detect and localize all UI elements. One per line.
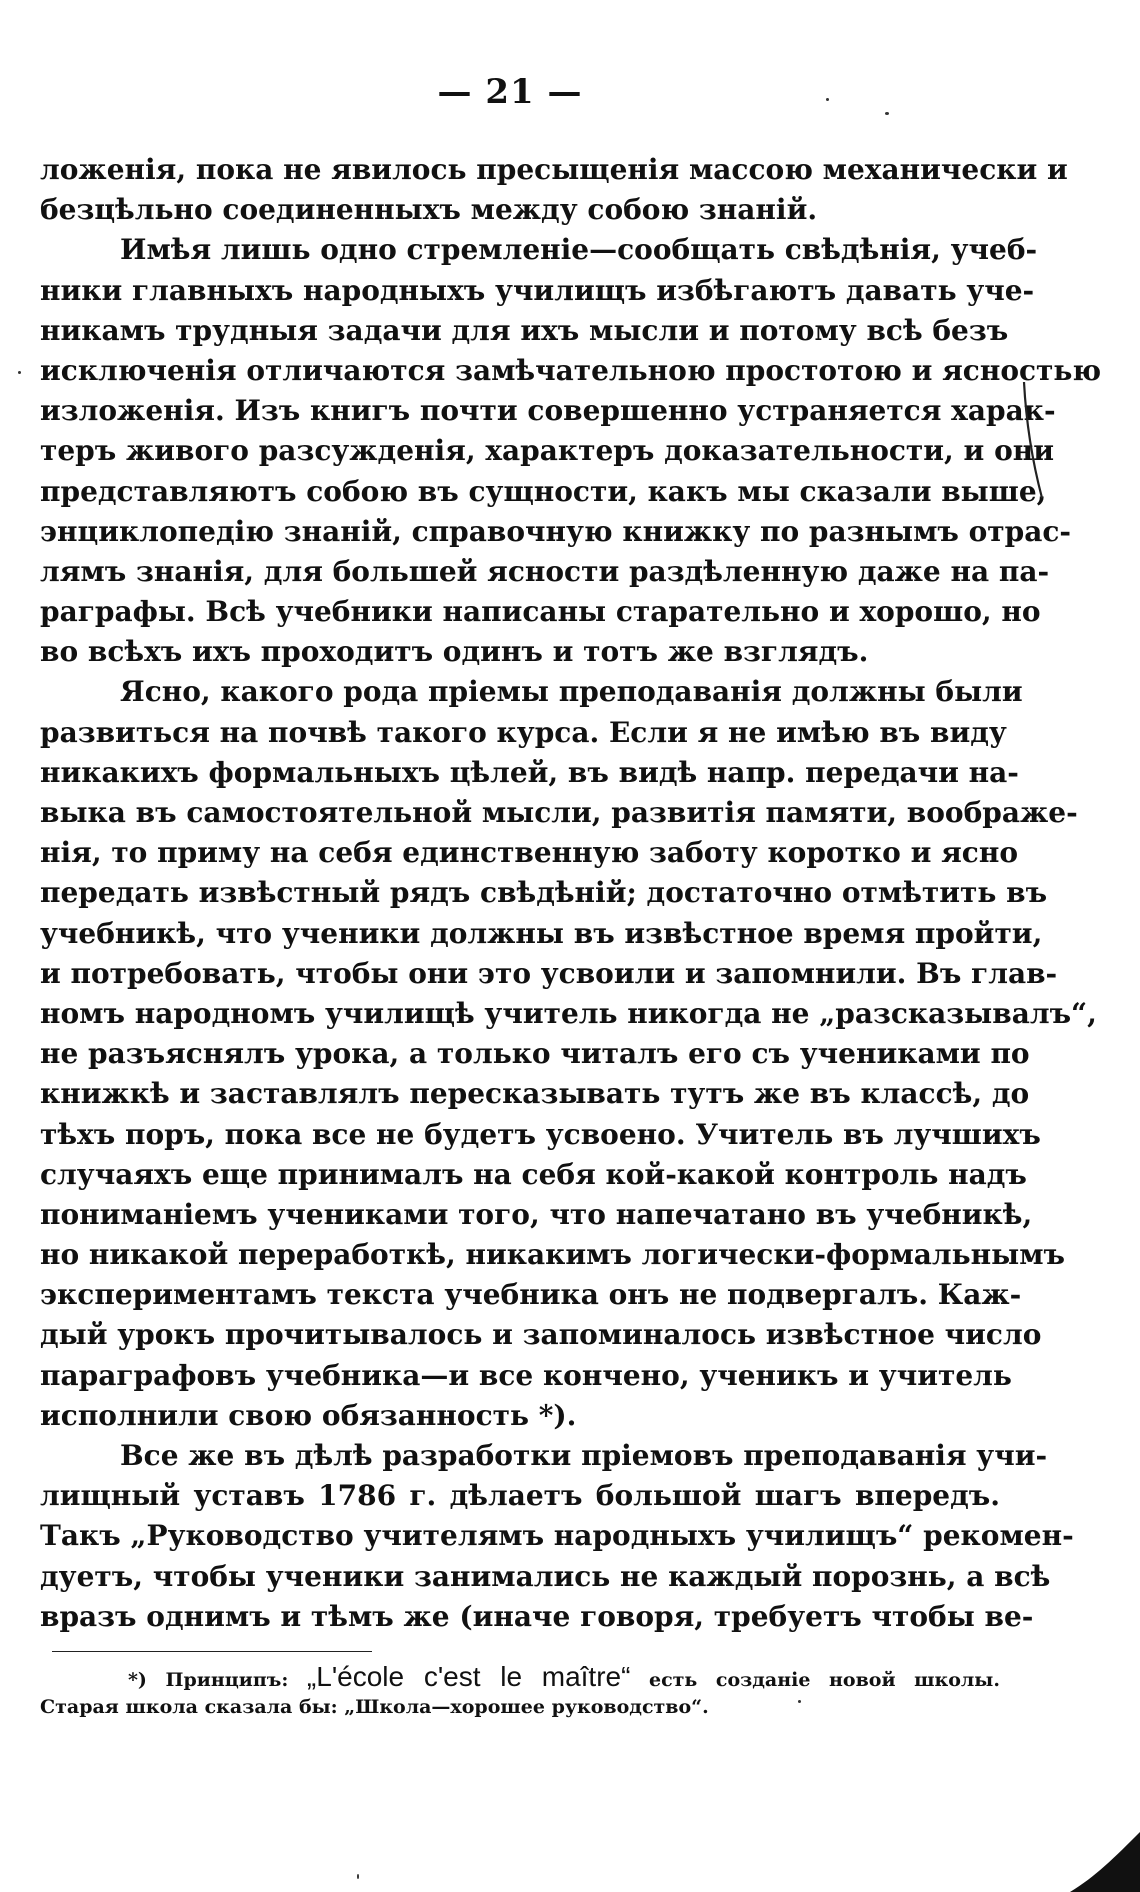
text-line: не разъяснялъ урока, а только читалъ его съ учениками по [40,1037,1030,1071]
margin-pencil-mark [1020,380,1044,500]
footnote-french-quote: „L'école c'est le maître“ [306,1661,631,1692]
text-line: выка въ самостоятельной мысли, развитія памяти, воображе- [40,796,1078,829]
footnote-marker: *) [128,1669,147,1691]
text-line: дый урокъ прочитывалось и запоминалось извѣстное число [40,1318,1042,1352]
paper-speck [357,1874,359,1879]
page-corner-shadow [1070,1832,1140,1892]
text-line: параграфовъ учебника—и все кончено, ученикъ и учитель [40,1358,1012,1392]
text-line: раграфы. Всѣ учебники написаны старательно и хорошо, но [40,595,1041,629]
text-line: теръ живого разсужденія, характеръ доказательности, и они [40,434,1055,468]
text-line: никакихъ формальныхъ цѣлей, въ видѣ напр. передачи на- [40,755,1019,789]
text-line: нія, то приму на себя единственную заботу коротко и ясно [40,836,1019,870]
footnote-rule [52,1651,372,1652]
text-line: лищный уставъ 1786 г. дѣлаетъ большой шагъ впередъ. [40,1479,1000,1513]
text-line: исключенія отличаются замѣчательною простотою и ясностью [40,353,1102,387]
text-line: Такъ „Руководство учителямъ народныхъ училищъ“ рекомен- [40,1519,1074,1553]
text-line: но никакой переработкѣ, никакимъ логически-формальнымъ [40,1238,1066,1272]
footnote-line-1 [40,1662,1000,1692]
paragraph [40,230,1102,672]
text-line: и потребовать, чтобы они это усвоили и запомнили. Въ глав- [40,956,1058,990]
text-line: номъ народномъ училищѣ учитель никогда не „разсказывалъ“, [40,996,1097,1030]
text-line: ложенія, пока не явилось пресыщенія массою механически и [40,153,1068,186]
text-line: передать извѣстный рядъ свѣдѣній; достаточно отмѣтить въ [40,876,1048,910]
text-line: изложенія. Изъ книгъ почти совершенно устраняется харак- [40,394,1056,428]
footnote-rest: есть созданіе новой школы. [649,1669,1000,1691]
text-line: Ясно, какого рода пріемы преподаванія должны были [120,675,1023,709]
body-text [40,150,1102,1637]
text-line: во всѣхъ ихъ проходитъ одинъ и тотъ же взглядъ. [40,635,869,669]
text-line: лямъ знанія, для большей ясности раздѣленную даже на па- [40,554,1050,588]
text-line: случаяхъ еще принималъ на себя кой-какой контроль надъ [40,1157,1027,1191]
text-line: экспериментамъ текста учебника онъ не подвергалъ. Каж- [40,1278,1022,1312]
text-line: Имѣя лишь одно стремленіе—сообщать свѣдѣнія, учеб- [120,233,1038,267]
text-line: дуетъ, чтобы ученики занимались не каждый порознь, а всѣ [40,1559,1051,1593]
text-line: развиться на почвѣ такого курса. Если я не имѣю въ виду [40,715,1007,749]
text-line: никамъ трудныя задачи для ихъ мысли и потому всѣ безъ [40,313,1009,347]
footnote-label: Принципъ: [165,1669,289,1691]
paragraph [40,672,1097,1436]
text-line: представляютъ собою въ сущности, какъ мы сказали выше, [40,474,1047,508]
text-line: вразъ однимъ и тѣмъ же (иначе говоря, требуетъ чтобы ве- [40,1599,1034,1633]
footnote-line-2: Старая школа сказала бы: „Школа—хорошее руководство“. [40,1696,709,1718]
text-line: тѣхъ поръ, пока все не будетъ усвоено. Учитель въ лучшихъ [40,1117,1041,1151]
paragraph [40,150,1068,230]
text-line: безцѣльно соединенныхъ между собою знаній. [40,193,818,227]
paper-speck [18,371,21,374]
text-line: Все же въ дѣлѣ разработки пріемовъ преподаванія учи- [120,1439,1048,1472]
paragraph [40,1436,1074,1637]
text-line: энциклопедію знаній, справочную книжку по разнымъ отрас- [40,514,1072,548]
text-line: ники главныхъ народныхъ училищъ избѣгаютъ давать уче- [40,273,1035,307]
text-line: исполнили свою обязанность *). [40,1398,577,1432]
paper-speck [826,98,829,101]
paper-speck [885,112,889,115]
text-line: пониманіемъ учениками того, что напечатано въ учебникѣ, [40,1197,1033,1231]
text-line: книжкѣ и заставлялъ пересказывать тутъ же въ классѣ, до [40,1077,1030,1111]
footnote [40,1662,1000,1722]
text-line: учебникѣ, что ученики должны въ извѣстное время пройти, [40,916,1043,950]
paper-speck [798,1700,801,1703]
page-number: — 21 — [437,72,583,112]
